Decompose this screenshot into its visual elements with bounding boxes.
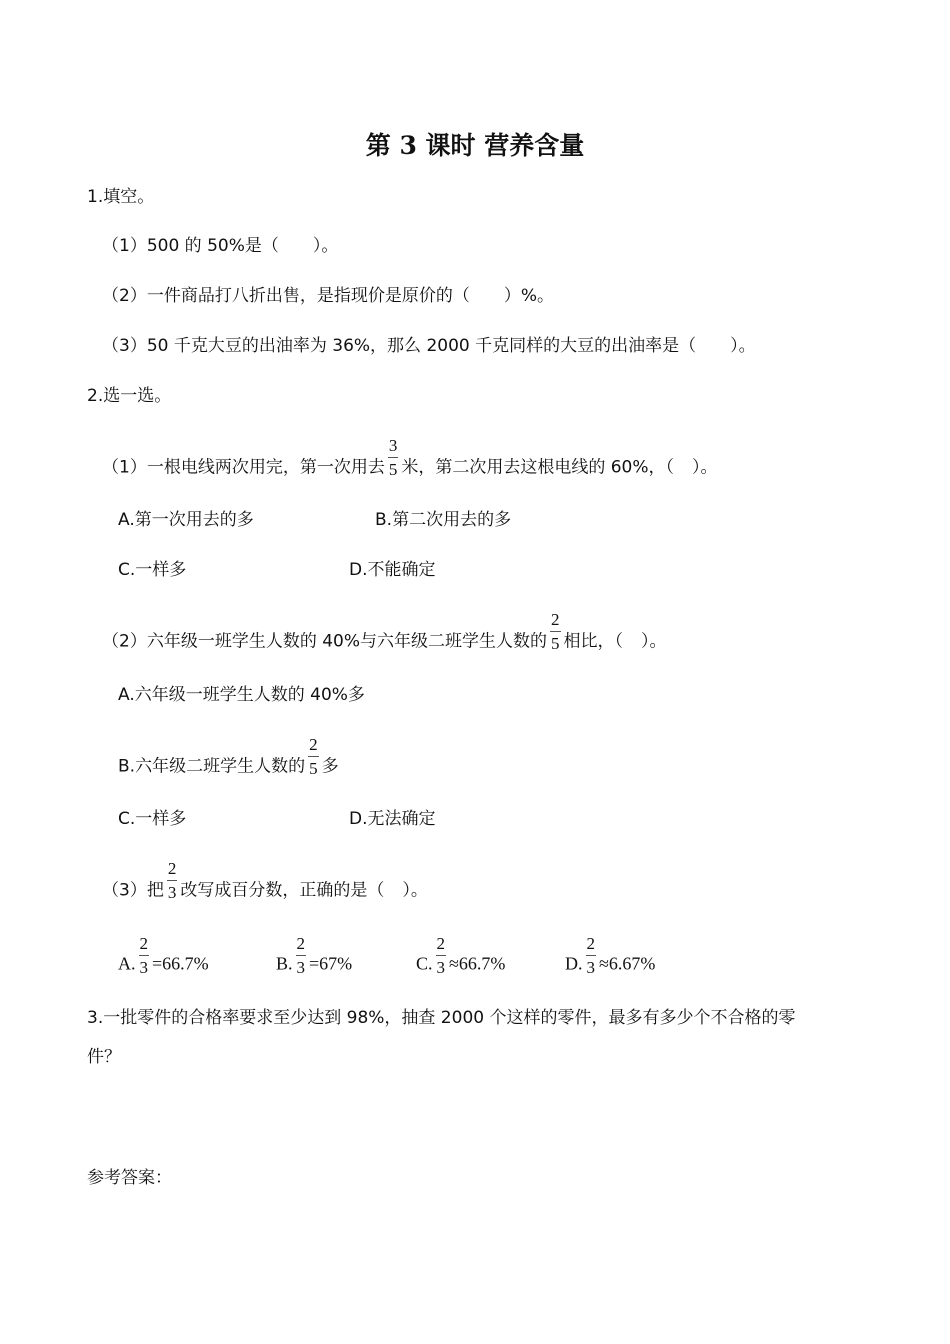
fraction-two-fifths xyxy=(550,611,561,652)
q2-part-3-stem xyxy=(102,859,428,911)
q1-heading: 1.填空。 xyxy=(87,187,155,207)
q2-part-3-option-b xyxy=(276,934,353,986)
q1-item-2-text: （2）一件商品打八折出售，是指现价是原价的（ xyxy=(102,286,470,306)
q2-part-2-text-after: 相比，（ xyxy=(563,631,624,652)
q2-part-1-option-c: C.一样多 xyxy=(118,560,187,580)
fraction-two-thirds xyxy=(436,935,447,976)
option-label: B. xyxy=(276,953,293,974)
q2-part-3-text-after: 改写成百分数，正确的是（ xyxy=(180,880,385,901)
q2-part-2-option-d: D.无法确定 xyxy=(349,809,436,829)
fraction-numerator: 2 xyxy=(139,935,150,956)
fraction-two-fifths xyxy=(308,736,319,777)
q3-text-line-2: 件？ xyxy=(87,1047,121,1067)
q2-part-3-option-c xyxy=(416,934,506,986)
q2-part-1-stem xyxy=(102,436,718,488)
q2-part-1-close: ）。 xyxy=(692,457,718,478)
q2-part-2-stem xyxy=(102,610,667,662)
fraction-denominator: 5 xyxy=(388,460,398,479)
fraction-numerator: 2 xyxy=(167,860,178,881)
q2-part-2-option-c: C.一样多 xyxy=(118,809,187,829)
fraction-two-thirds xyxy=(586,935,597,976)
fraction-denominator: 5 xyxy=(551,634,560,653)
option-value: =67% xyxy=(309,953,353,974)
fraction-numerator: 2 xyxy=(308,736,319,757)
fraction-denominator: 3 xyxy=(167,883,177,902)
q2-part-2-option-b-after: 多 xyxy=(321,756,339,777)
option-label: A. xyxy=(118,953,136,974)
fraction-denominator: 3 xyxy=(436,958,446,977)
option-label: C. xyxy=(416,953,433,974)
q1-item-2 xyxy=(102,281,554,306)
fraction-numerator: 2 xyxy=(296,935,307,956)
fraction-numerator: 2 xyxy=(436,935,447,956)
q2-part-3-text: （3）把 xyxy=(102,880,164,901)
q1-item-3-text: （3）50 千克大豆的出油率为 36%，那么 2000 千克同样的大豆的出油率是（ xyxy=(102,336,697,356)
fraction-denominator: 3 xyxy=(586,958,595,977)
fraction-two-thirds xyxy=(167,860,178,901)
q2-part-3-option-d xyxy=(565,934,656,986)
q1-item-1-text: （1）500 的 50%是（ xyxy=(102,236,279,256)
q2-part-2-option-b-text: B.六年级二班学生人数的 xyxy=(118,756,306,777)
q2-part-2-option-b xyxy=(118,735,339,787)
q2-part-2-option-a: A.六年级一班学生人数的 40%多 xyxy=(118,685,365,705)
answers-heading: 参考答案： xyxy=(87,1168,172,1188)
q1-item-2-close: ）%。 xyxy=(503,286,554,306)
q2-part-1-option-b: B.第二次用去的多 xyxy=(375,510,512,530)
q2-part-3-option-a xyxy=(118,934,209,986)
q2-part-1-text: （1）一根电线两次用完，第一次用去 xyxy=(102,457,385,478)
page-title: 第 3 课时 营养含量 xyxy=(365,131,585,160)
fraction-two-thirds xyxy=(139,935,150,976)
fraction-numerator: 3 xyxy=(388,437,399,458)
fraction-two-thirds xyxy=(296,935,307,976)
q1-item-3-close: ）。 xyxy=(730,336,756,356)
option-value: ≈66.7% xyxy=(449,953,506,974)
q2-part-3-close: ）。 xyxy=(402,880,428,901)
fraction-denominator: 3 xyxy=(296,958,306,977)
q2-heading: 2.选一选。 xyxy=(87,386,172,406)
q2-part-1-text-after: 米，第二次用去这根电线的 60%，（ xyxy=(401,457,675,478)
q2-part-2-close: ）。 xyxy=(641,631,667,652)
q1-item-1-close: ）。 xyxy=(312,236,339,256)
fraction-denominator: 5 xyxy=(309,759,318,778)
q2-part-1-option-d: D.不能确定 xyxy=(349,560,436,580)
q3-text-line-1: 3.一批零件的合格率要求至少达到 98%，抽查 2000 个这样的零件，最多有多少个不合格的零 xyxy=(87,1008,796,1028)
fraction-numerator: 2 xyxy=(586,935,597,956)
q2-part-2-text: （2）六年级一班学生人数的 40%与六年级二班学生人数的 xyxy=(102,631,548,652)
q1-item-3 xyxy=(102,331,756,356)
option-value: =66.7% xyxy=(152,953,209,974)
option-value: ≈6.67% xyxy=(599,953,656,974)
fraction-numerator: 2 xyxy=(550,611,561,632)
fraction-denominator: 3 xyxy=(139,958,148,977)
option-label: D. xyxy=(565,953,583,974)
q2-part-1-option-a: A.第一次用去的多 xyxy=(118,510,254,530)
q1-item-1 xyxy=(102,231,338,256)
fraction-three-fifths xyxy=(388,437,399,478)
